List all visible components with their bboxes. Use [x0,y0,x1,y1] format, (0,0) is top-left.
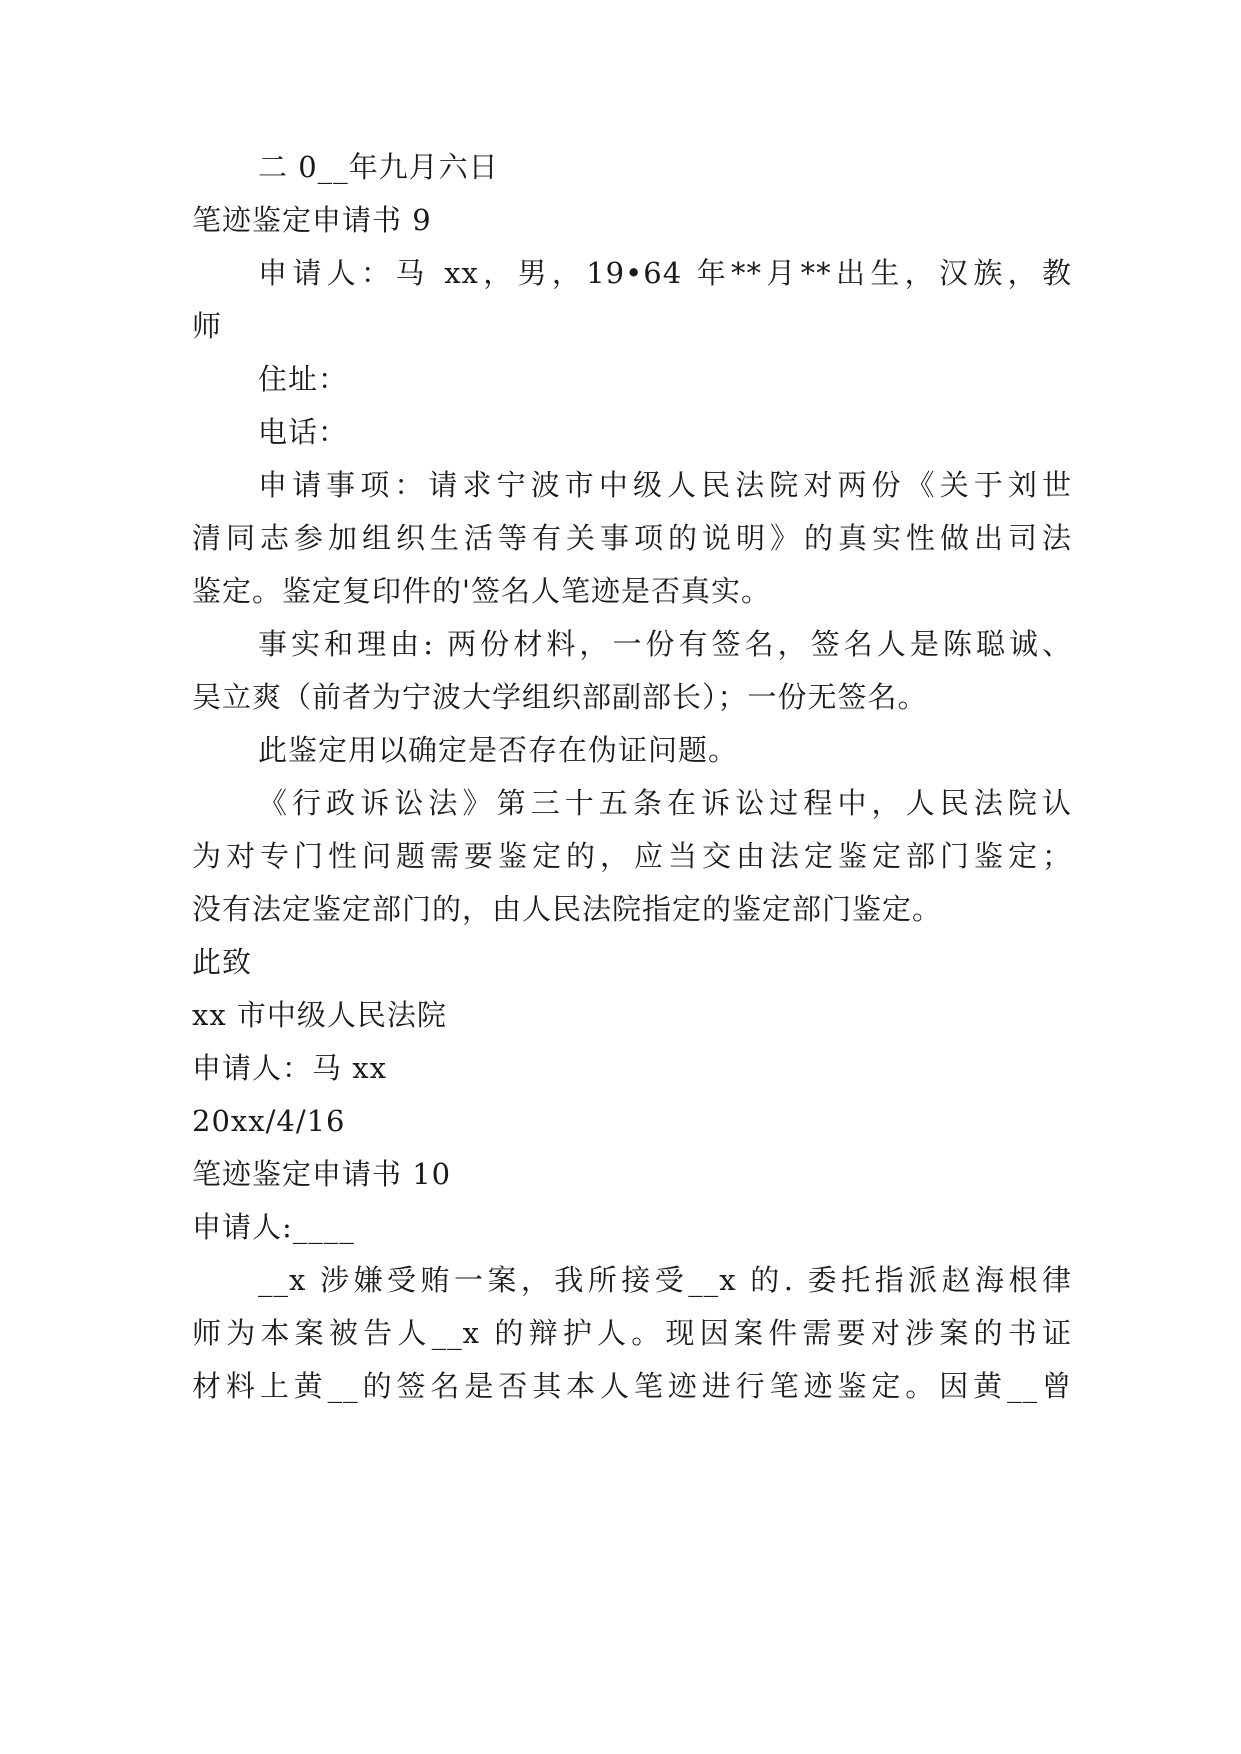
signature-date: 20xx/4/16 [192,1104,346,1138]
purpose-line: 此鉴定用以确定是否存在伪证问题。 [258,733,739,767]
section-title-9: 笔迹鉴定申请书 9 [192,203,432,237]
case-line-3: 材料上黄__的签名是否其本人笔迹进行笔迹鉴定。因黄__曾 [192,1369,1072,1403]
case-line-2: 师为本案被告人__x 的辩护人。现因案件需要对涉案的书证 [192,1316,1072,1350]
applicant-blank-line: 申请人:____ [192,1210,355,1244]
request-line-3: 鉴定。鉴定复印件的'签名人笔迹是否真实。 [192,574,771,608]
applicant-line: 申请人：马 xx，男，19•64 年**月**出生，汉族，教 [258,256,1072,290]
law-line-3: 没有法定鉴定部门的，由人民法院指定的鉴定部门鉴定。 [192,892,943,926]
address-line: 住址： [258,362,349,396]
phone-line: 电话： [258,415,349,449]
applicant-line-cont: 师 [192,309,223,343]
section-title-10: 笔迹鉴定申请书 10 [192,1157,452,1191]
request-line-2: 清同志参加组织生活等有关事项的说明》的真实性做出司法 [192,521,1072,555]
date-line: 二 0__年九月六日 [258,150,499,184]
law-line-2: 为对专门性问题需要鉴定的，应当交由法定鉴定部门鉴定； [192,839,1072,873]
law-line-1: 《行政诉讼法》第三十五条在诉讼过程中，人民法院认 [258,786,1072,820]
request-line-1: 申请事项：请求宁波市中级人民法院对两份《关于刘世 [258,468,1072,502]
facts-line-2: 吴立爽（前者为宁波大学组织部副部长）；一份无签名。 [192,680,928,714]
facts-line-1: 事实和理由: 两份材料，一份有签名，签名人是陈聪诚、 [258,627,1072,661]
salutation: 此致 [192,945,253,979]
signature-applicant: 申请人：马 xx [192,1051,387,1085]
recipient-court: xx 市中级人民法院 [192,998,447,1032]
case-line-1: __x 涉嫌受贿一案，我所接受__x 的. 委托指派赵海根律 [258,1263,1072,1297]
